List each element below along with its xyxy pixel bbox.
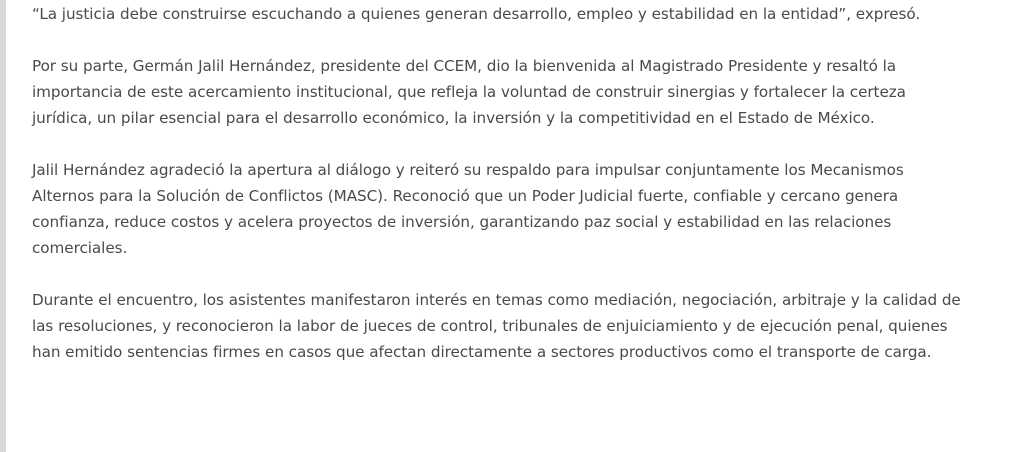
article-paragraph-masc: Jalil Hernández agradeció la apertura al diálogo y reiteró su respaldo para impulsar conjuntamente los Mecanismos Alternos para la Solución de Conflictos (MASC). Reconoció que un Poder Judicial fuerte, confiable y cercano genera confianza, reduce costos y acelera proyectos de inversión, garantizando paz social y estabilidad en las relaciones comerciales. bbox=[32, 161, 904, 257]
article-paragraph-meeting: Durante el encuentro, los asistentes manifestaron interés en temas como mediación, negociación, arbitraje y la calidad de las resoluciones, y reconocieron la labor de jueces de control, tribunales de enjuiciamiento y de ejecución penal, quienes han emitido sentencias firmes en casos que afectan directamente a sectores productivos como el transporte de carga. bbox=[32, 291, 961, 361]
left-border-rule bbox=[0, 0, 6, 452]
article-paragraph-ccem-president: Por su parte, Germán Jalil Hernández, presidente del CCEM, dio la bienvenida al Magistrado Presidente y resaltó la importancia de este acercamiento institucional, que refleja la voluntad de construir sinergias y fortalecer la certeza jurídica, un pilar esencial para el desarrollo económico, la inversión y la competitividad en el Estado de México. bbox=[32, 57, 906, 127]
article-paragraph-quote: “La justicia debe construirse escuchando a quienes generan desarrollo, empleo y estabilidad en la entidad”, expresó. bbox=[32, 5, 921, 23]
article-body bbox=[32, 1, 962, 365]
